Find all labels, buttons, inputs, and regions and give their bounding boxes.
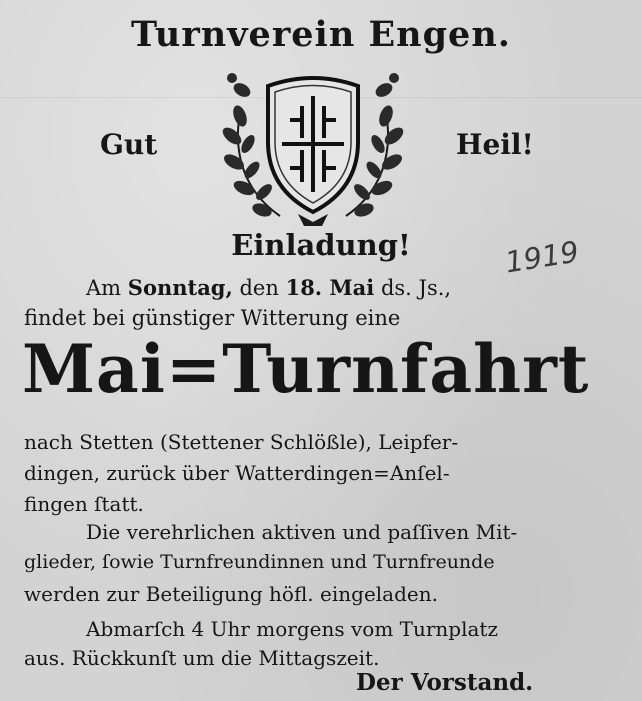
gymnastics-shield-with-laurel-icon (218, 64, 408, 226)
handwritten-year: 1919 (502, 234, 582, 280)
notice-title: Turnverein Engen. (131, 14, 511, 55)
date-mid: den (239, 276, 279, 300)
greeting-right: Heil! (456, 128, 534, 161)
event-title: Mai=Turnfahrt (22, 330, 590, 408)
date-prefix: Am (86, 276, 122, 300)
date-suffix: ds. Js., (380, 276, 452, 300)
invitation-heading: Einladung! (231, 228, 411, 262)
departure-line-2: aus. Rückkunſt um die Mittagszeit. (24, 646, 380, 670)
greeting-left: Gut (100, 128, 158, 161)
route-line-2: dingen, zurück über Watterdingen=Anſel- (24, 461, 450, 485)
invitation-line-3: werden zur Beteiligung höfl. eingeladen. (24, 582, 438, 606)
invitation-line-2: glieder, ſowie Turnfreundinnen und Turnfreunde (24, 551, 495, 573)
route-line-3: fingen ſtatt. (24, 492, 144, 516)
date-line (86, 275, 451, 300)
date-value: 18. Mai (285, 275, 375, 300)
announce-line: findet bei günstiger Witterung eine (24, 306, 401, 330)
invitation-line-1: Die verehrlichen aktiven und paſſiven Mit- (86, 520, 518, 544)
route-line-1: nach Stetten (Stettener Schlößle), Leipfer- (24, 430, 459, 454)
departure-line-1: Abmarſch 4 Uhr morgens vom Turnplatz (86, 617, 499, 641)
date-day: Sonntag, (127, 275, 233, 300)
signature: Der Vorstand. (356, 669, 534, 696)
